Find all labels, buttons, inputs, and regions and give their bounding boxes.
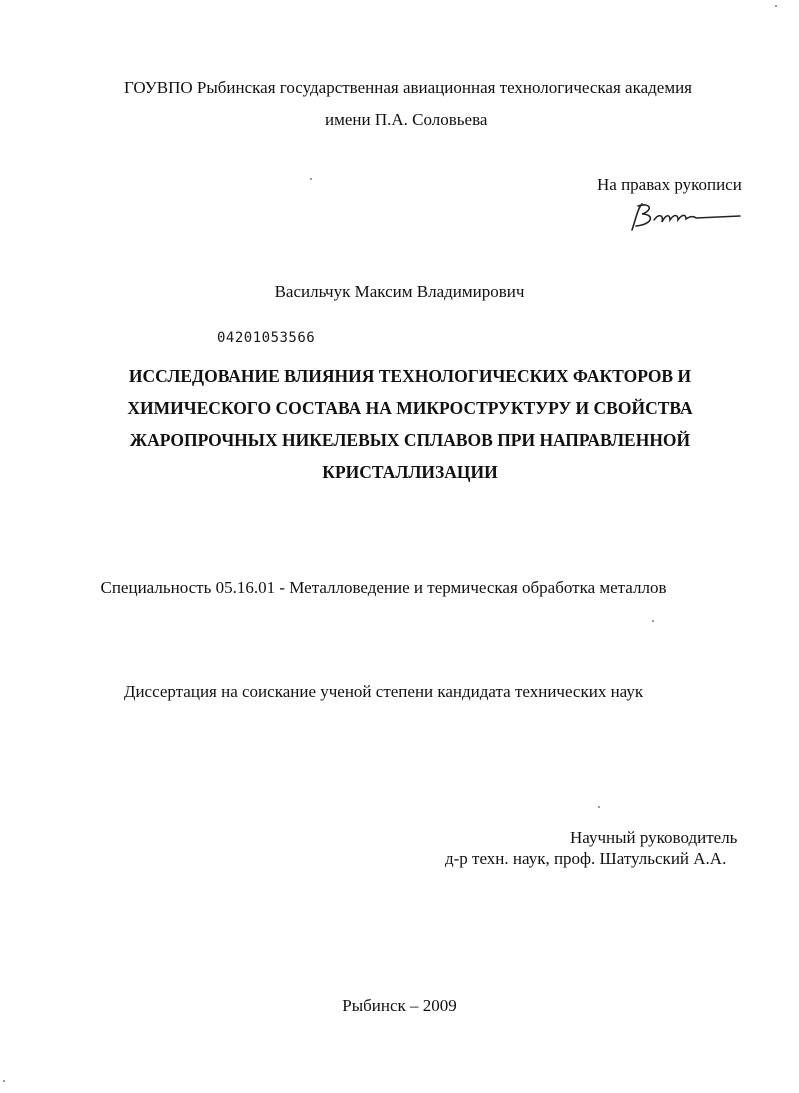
supervisor-label: Научный руководитель bbox=[570, 828, 738, 847]
title-line: ИССЛЕДОВАНИЕ ВЛИЯНИЯ ТЕХНОЛОГИЧЕСКИХ ФАКТОРОВ И bbox=[128, 366, 692, 386]
catalog-code: 04201053566 bbox=[217, 330, 316, 346]
degree-line: Диссертация на соискание ученой степени кандидата технических наук bbox=[123, 682, 644, 701]
institution-name-line: имени П.А. Соловьева bbox=[325, 110, 488, 129]
institution-line: ГОУВПО Рыбинская государственная авиационная технологическая академия bbox=[124, 78, 693, 97]
scan-speck bbox=[310, 178, 312, 180]
scan-speck bbox=[652, 620, 654, 622]
author-name: Васильчук Максим Владимирович bbox=[274, 282, 525, 301]
signature-icon bbox=[624, 196, 744, 236]
title-line: КРИСТАЛЛИЗАЦИИ bbox=[322, 462, 498, 482]
title-line: ХИМИЧЕСКОГО СОСТАВА НА МИКРОСТРУКТУРУ И СВОЙСТВА bbox=[127, 398, 693, 418]
supervisor-name: д-р техн. наук, проф. Шатульский А.А. bbox=[445, 849, 727, 868]
specialty-line: Специальность 05.16.01 - Металловедение и термическая обработка металлов bbox=[100, 578, 667, 597]
scan-speck bbox=[598, 806, 600, 808]
scan-speck bbox=[775, 5, 777, 7]
title-line: ЖАРОПРОЧНЫХ НИКЕЛЕВЫХ СПЛАВОВ ПРИ НАПРАВЛЕННОЙ bbox=[129, 430, 691, 450]
scan-speck bbox=[3, 1080, 5, 1082]
rights-label: На правах рукописи bbox=[597, 175, 742, 194]
dissertation-title bbox=[60, 360, 760, 488]
place-year: Рыбинск – 2009 bbox=[342, 996, 457, 1015]
